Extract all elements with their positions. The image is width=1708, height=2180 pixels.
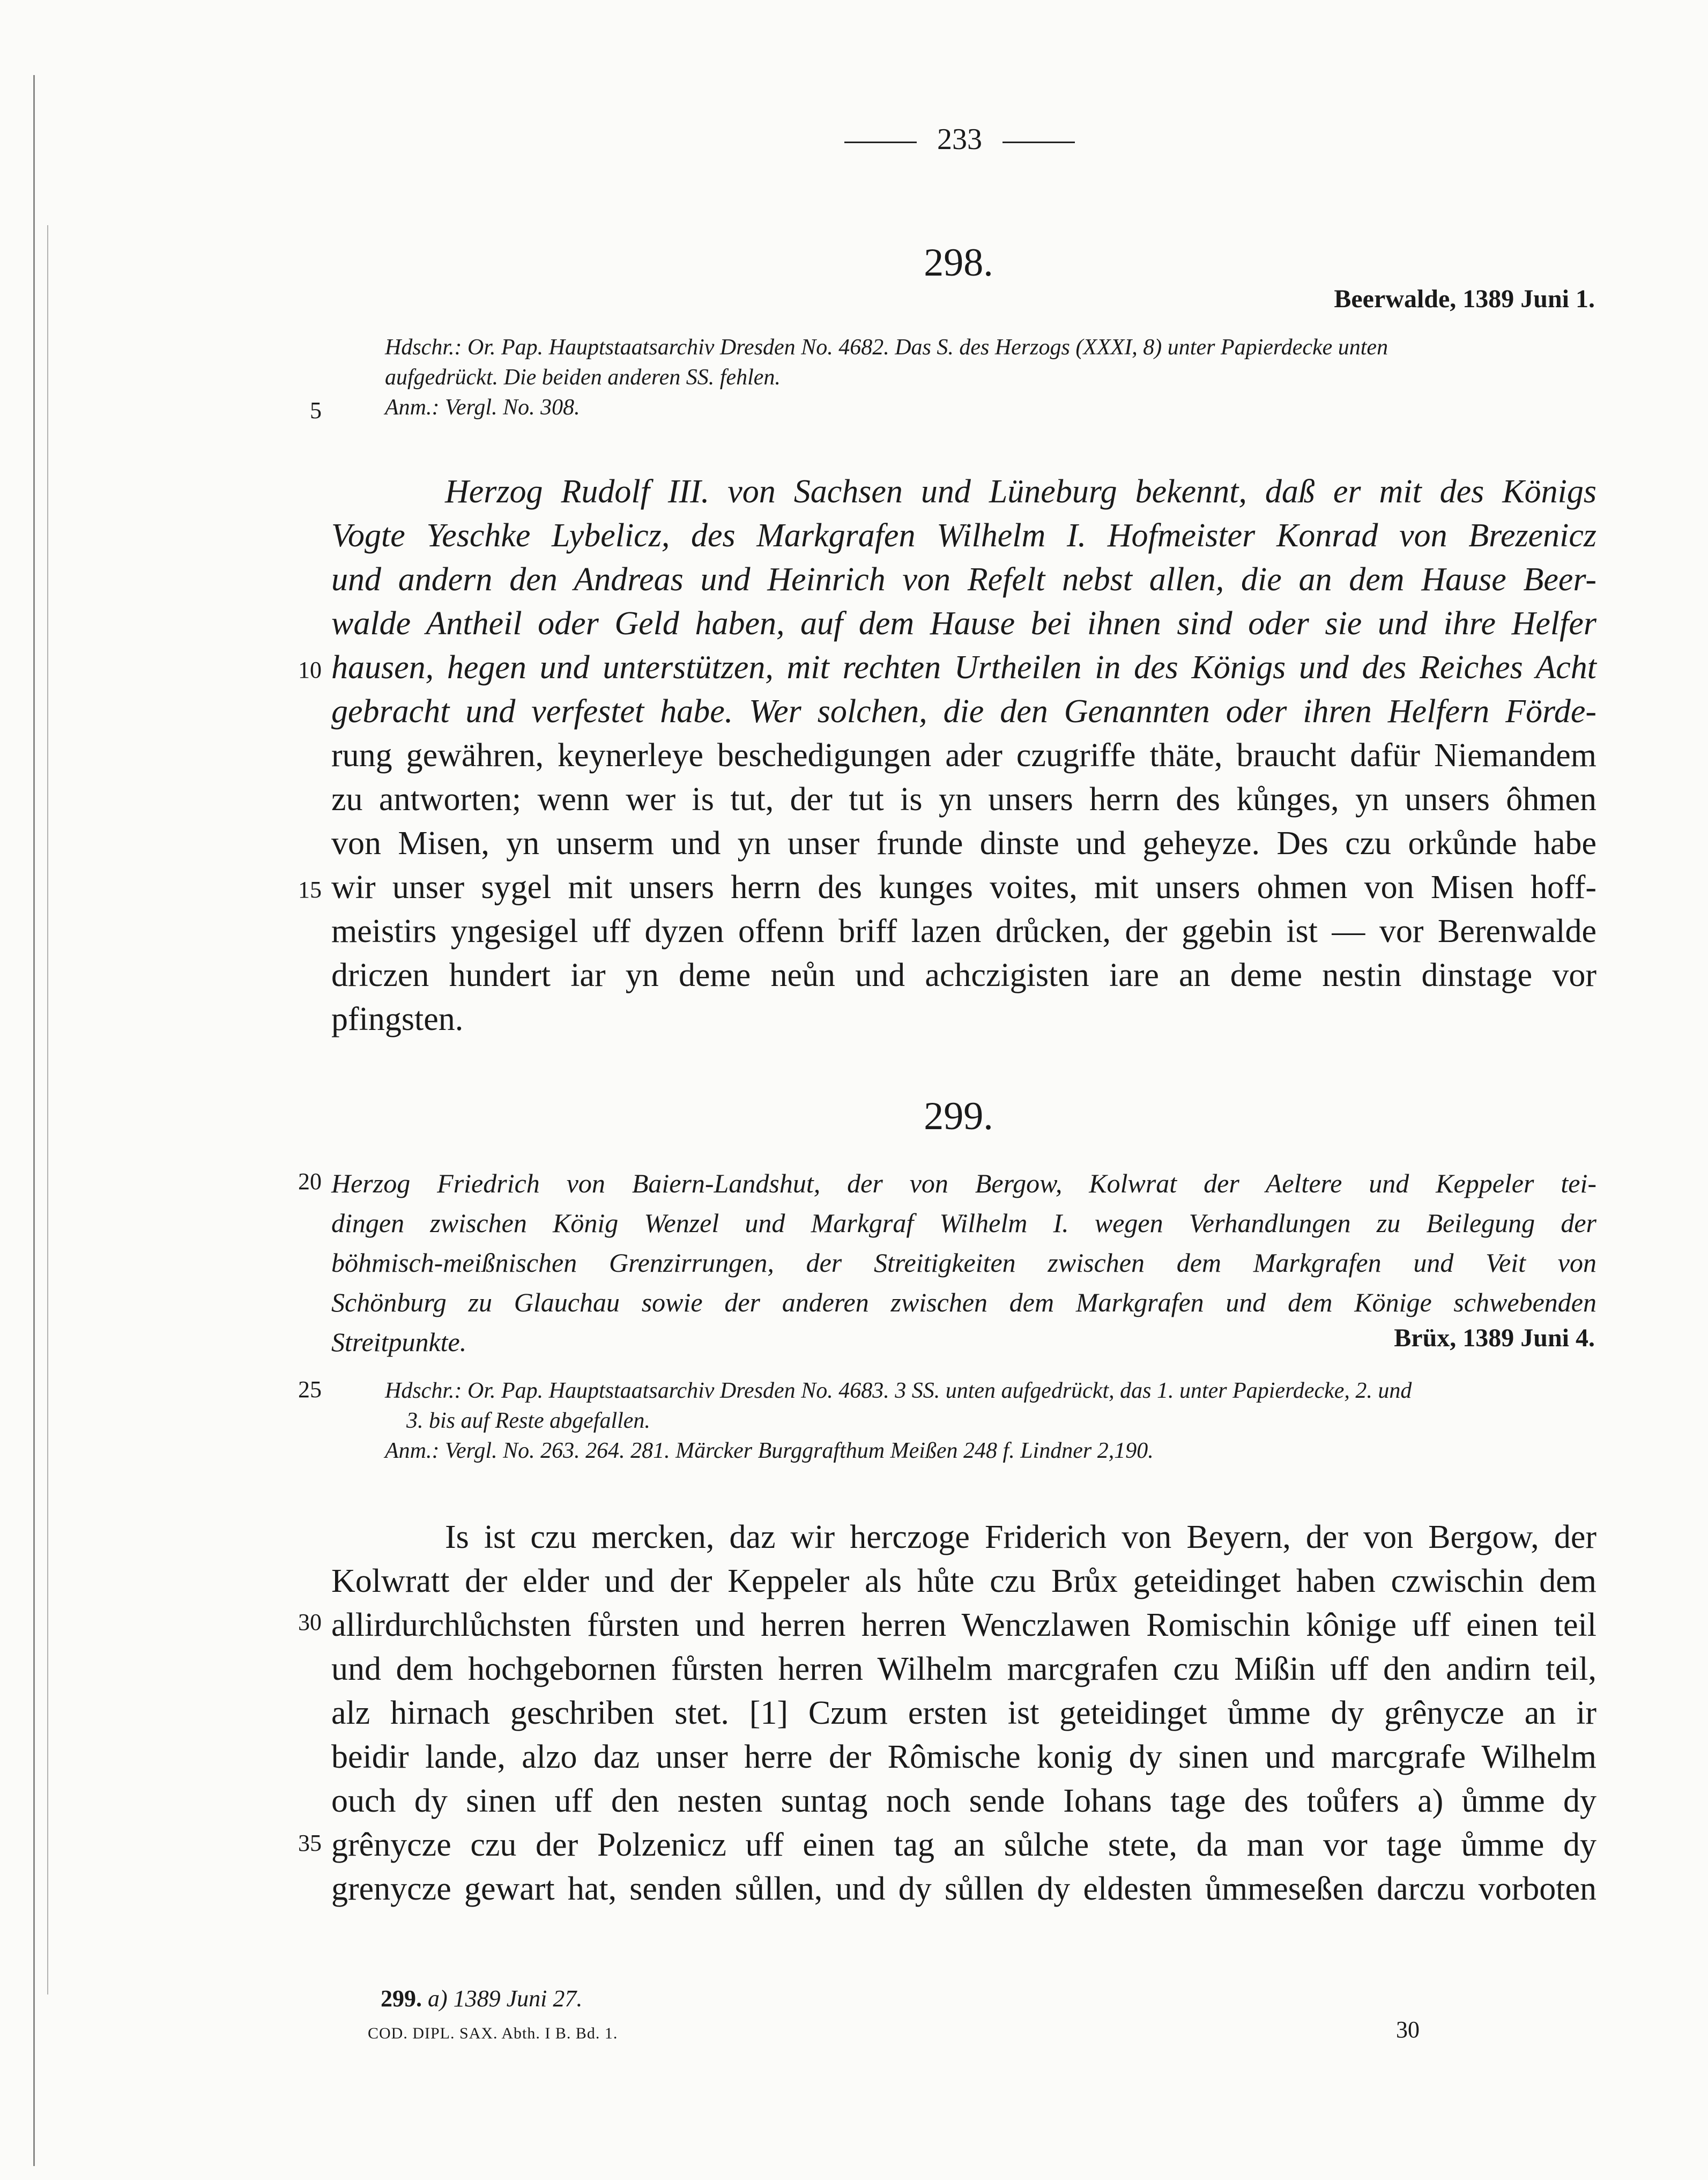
head-rule-right: [1002, 142, 1075, 143]
text-line: pfingsten.: [331, 1001, 464, 1037]
line-number: 15: [298, 877, 322, 903]
place-date: Brüx, 1389 Juni 4.: [1394, 1324, 1595, 1352]
place-date: Beerwalde, 1389 Juni 1.: [1334, 285, 1595, 313]
text-line: hausen, hegen und unterstützen, mit rechten Urtheilen in des Königs und des Reiches Acht: [331, 649, 1596, 686]
document-number: 299.: [924, 1094, 993, 1138]
summary-line: Herzog Friedrich von Baiern-Landshut, der von Bergow, Kolwrat der Aeltere und Keppeler tei-: [331, 1168, 1596, 1198]
text-line: gebracht und verfestet habe. Wer solchen, die den Genannten oder ihren Helfern Förde-: [331, 693, 1596, 730]
footnote-ref: 299.: [381, 1985, 422, 2012]
summary-line: böhmisch-meißnischen Grenzirrungen, der Streitigkeiten zwischen dem Markgrafen und Veit von: [331, 1248, 1596, 1278]
document-number: 298.: [924, 241, 993, 285]
manuscript-note: [385, 1376, 1596, 1466]
line-number: 30: [298, 1609, 322, 1635]
text-line: meistirs yngesigel uff dyzen offenn briff lazen drůcken, der ggebin ist — vor Berenwalde: [331, 913, 1596, 950]
text-line: und andern den Andreas und Heinrich von Refelt nebst allen, die an dem Hause Beer-: [331, 561, 1596, 598]
head-rule-left: [844, 142, 917, 143]
line-number: 25: [298, 1376, 322, 1403]
summary-line: Streitpunkte.: [331, 1327, 467, 1357]
text-line: zu antworten; wenn wer is tut, der tut is yn unsers herrn des kůnges, yn unsers ôhmen: [331, 781, 1596, 818]
page-number: 233: [937, 123, 982, 156]
text-line: alz hirnach geschriben stet. [1] Czum ersten ist geteidinget ůmme dy grênycze an ir: [331, 1695, 1596, 1731]
text-line: Kolwratt der elder und der Keppeler als hůte czu Brůx geteidinget haben czwischin dem: [331, 1563, 1596, 1599]
text-line: allirdurchlůchsten fůrsten und herren herren Wenczlawen Romischin kônige uff einen teil: [331, 1607, 1596, 1643]
text-line: beidir lande, alzo daz unser herre der Rômische konig dy sinen und marcgrafe Wilhelm: [331, 1739, 1596, 1775]
sheet-number: 30: [1396, 2016, 1420, 2043]
text-line: Herzog Rudolf III. von Sachsen und Lüneburg bekennt, daß er mit des Königs: [445, 473, 1596, 510]
note-line: aufgedrückt. Die beiden anderen SS. fehlen.: [385, 365, 781, 390]
document-summary-298: [331, 470, 1596, 733]
manuscript-note: [385, 332, 1596, 422]
document-text-299: [331, 1515, 1596, 1911]
summary-line: dingen zwischen König Wenzel und Markgraf Wilhelm I. wegen Verhandlungen zu Beilegung der: [331, 1208, 1596, 1238]
text-line: Is ist czu mercken, daz wir herczoge Friderich von Beyern, der von Bergow, der: [445, 1519, 1596, 1555]
note-line: Anm.: Vergl. No. 263. 264. 281. Märcker Burggrafthum Meißen 248 f. Lindner 2,190.: [385, 1438, 1154, 1463]
text-line: walde Antheil oder Geld haben, auf dem Hause bei ihnen sind oder sie und ihre Helfer: [331, 605, 1596, 642]
text-line: und dem hochgebornen fůrsten herren Wilhelm marcgrafen czu Mißin uff den andirn teil,: [331, 1651, 1596, 1687]
text-line: Vogte Yeschke Lybelicz, des Markgrafen Wilhelm I. Hofmeister Konrad von Brezenicz: [331, 517, 1596, 554]
text-line: rung gewähren, keynerleye beschedigungen ader czugriffe thäte, braucht dafür Niemandem: [331, 737, 1596, 774]
text-line: driczen hundert iar yn deme neůn und achczigisten iare an deme nestin dinstage vor: [331, 957, 1596, 993]
scan-edge-line: [47, 225, 48, 1994]
line-number: 10: [298, 657, 322, 683]
text-line: ouch dy sinen uff den nesten suntag noch sende Iohans tage des toůfers a) ůmme dy: [331, 1783, 1596, 1819]
text-line: grênycze czu der Polzenicz uff einen tag an sůlche stete, da man vor tage ůmme dy: [331, 1827, 1596, 1863]
line-number: 35: [298, 1830, 322, 1856]
text-line: wir unser sygel mit unsers herrn des kunges voites, mit unsers ohmen von Misen hoff-: [331, 869, 1596, 906]
footnote: [381, 1985, 582, 2012]
note-line: 3. bis auf Reste abgefallen.: [406, 1408, 650, 1433]
footnote-text: a) 1389 Juni 27.: [428, 1985, 583, 2012]
running-head: [815, 122, 1104, 157]
scan-edge-line: [33, 75, 35, 2166]
line-number: 5: [310, 397, 322, 424]
text-line: grenycze gewart hat, senden sůllen, und dy sůllen dy eldesten ůmmeseßen darczu vorboten: [331, 1871, 1596, 1907]
text-line: von Misen, yn unserm und yn unser frunde dinste und geheyze. Des czu orkůnde habe: [331, 825, 1596, 862]
line-number: 20: [298, 1168, 322, 1195]
document-text-298: [331, 733, 1596, 1041]
note-line: Anm.: Vergl. No. 308.: [385, 395, 580, 420]
summary-line: Schönburg zu Glauchau sowie der anderen zwischen dem Markgrafen und dem Könige schwebenden: [331, 1287, 1596, 1317]
note-line: Hdschr.: Or. Pap. Hauptstaatsarchiv Dresden No. 4682. Das S. des Herzogs (XXXI, 8) unter Papierdecke unten: [385, 335, 1388, 360]
note-line: Hdschr.: Or. Pap. Hauptstaatsarchiv Dresden No. 4683. 3 SS. unten aufgedrückt, das 1. unter Papierdecke, 2. und: [385, 1378, 1412, 1403]
series-signature: COD. DIPL. SAX. Abth. I B. Bd. 1.: [368, 2025, 618, 2042]
